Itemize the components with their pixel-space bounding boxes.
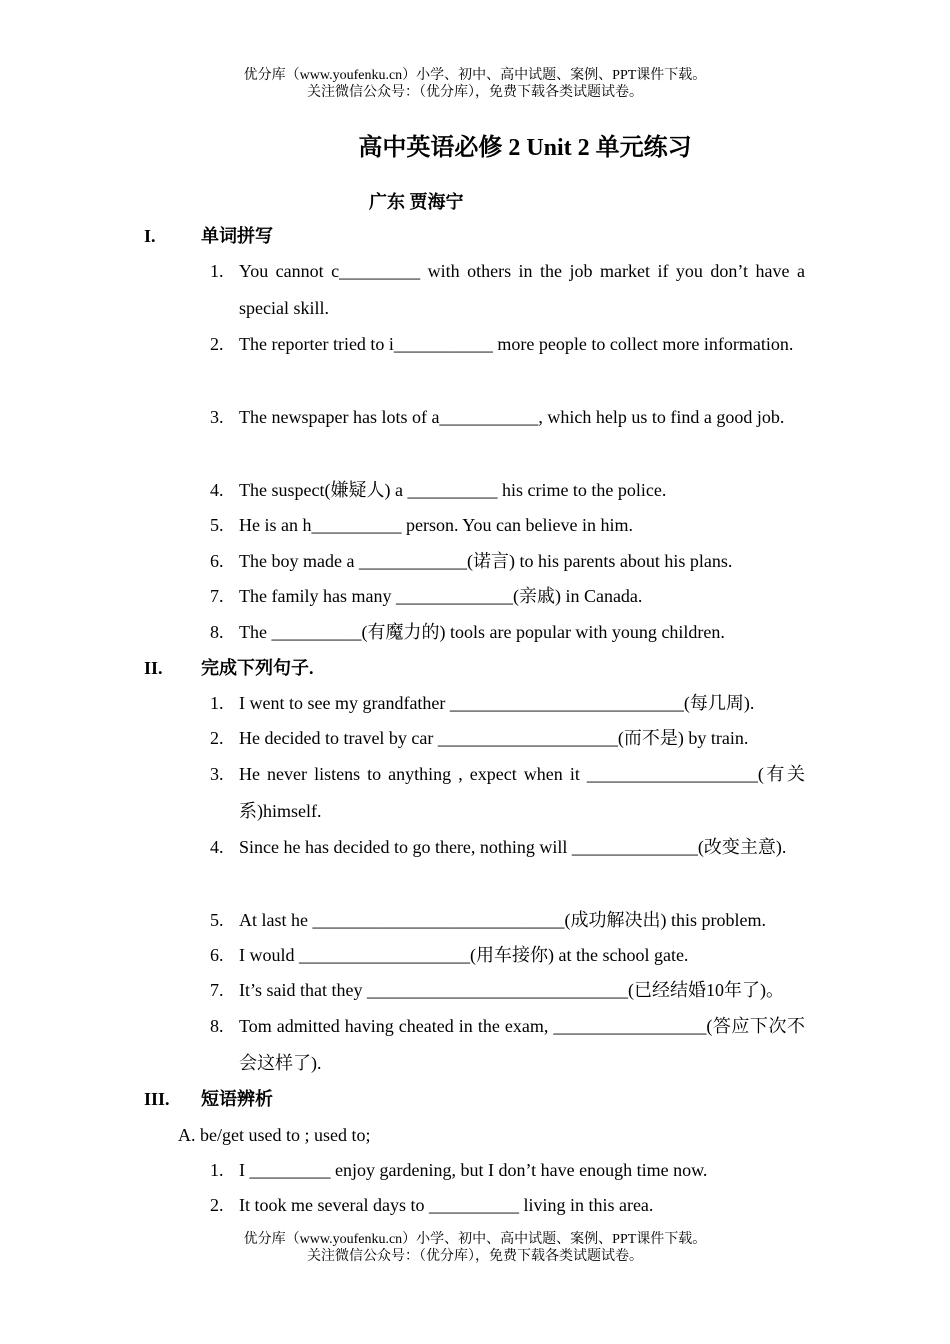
list-item: 1. I went to see my grandfather __________________________(每几周). <box>210 685 805 722</box>
page-footer <box>0 1231 950 1265</box>
list-item: 6. I would ___________________(用车接你) at the school gate. <box>210 937 805 974</box>
list-item: 2. He decided to travel by car ____________________(而不是) by train. <box>210 720 805 757</box>
section-title: 单词拼写 <box>201 226 273 246</box>
list-item: 7. The family has many _____________(亲戚) in Canada. <box>210 578 805 615</box>
list-item: 3. The newspaper has lots of a___________, which help us to find a good job. <box>210 399 805 436</box>
list-item: 8. The __________(有魔力的) tools are popular with young children. <box>210 614 805 651</box>
item-text: I would ___________________(用车接你) at the school gate. <box>239 945 689 965</box>
item-text: He decided to travel by car ____________________(而不是) by train. <box>239 728 749 748</box>
item-text: The newspaper has lots of a___________, which help us to find a good job. <box>239 407 785 427</box>
item-text: I went to see my grandfather __________________________(每几周). <box>239 693 755 713</box>
list-item: 1. I _________ enjoy gardening, but I don’t have enough time now. <box>210 1152 805 1189</box>
item-text: The __________(有魔力的) tools are popular with young children. <box>239 622 725 642</box>
item-text: He never listens to anything , expect when it ___________________(有关系)himself. <box>239 764 805 821</box>
list-item: 2. It took me several days to __________ living in this area. <box>210 1187 805 1224</box>
section-number: I. <box>144 226 156 246</box>
item-text: At last he ____________________________(成功解决出) this problem. <box>239 910 766 930</box>
list-item: 4. The suspect(嫌疑人) a __________ his crime to the police. <box>210 472 805 509</box>
section-number: III. <box>144 1089 170 1109</box>
item-text: It took me several days to __________ living in this area. <box>239 1195 654 1215</box>
item-text: The boy made a ____________(诺言) to his parents about his plans. <box>239 551 733 571</box>
footer-line-1: 优分库（www.youfenku.cn）小学、初中、高中试题、案例、PPT课件下载。 <box>243 1232 707 1247</box>
item-text: The suspect(嫌疑人) a __________ his crime to the police. <box>239 480 667 500</box>
header-line-1: 优分库（www.youfenku.cn）小学、初中、高中试题、案例、PPT课件下载。 <box>243 68 707 83</box>
list-item: 4. Since he has decided to go there, nothing will ______________(改变主意). <box>210 829 805 866</box>
author: 广东 贾海宁 <box>369 192 464 212</box>
list-item: 8. Tom admitted having cheated in the exam, _________________(答应下次不会这样了). <box>210 1008 805 1082</box>
list-item: 1. You cannot c_________ with others in the job market if you don’t have a special skill. <box>210 253 805 327</box>
list-item: 5. He is an h__________ person. You can believe in him. <box>210 507 805 544</box>
list-item: 6. The boy made a ____________(诺言) to his parents about his plans. <box>210 543 805 580</box>
footer-line-2: 关注微信公众号：（优分库），免费下载各类试题试卷。 <box>307 1249 643 1264</box>
subsection-a: A. be/get used to ; used to; <box>178 1125 371 1145</box>
item-text: He is an h__________ person. You can believe in him. <box>239 515 633 535</box>
page-title: 高中英语必修 2 Unit 2 单元练习 <box>358 135 692 161</box>
section-title: 完成下列句子. <box>201 658 314 678</box>
list-item: 3. He never listens to anything , expect when it ___________________(有关系)himself. <box>210 756 805 830</box>
item-text: The family has many _____________(亲戚) in Canada. <box>239 586 643 606</box>
list-item: 2. The reporter tried to i___________ more people to collect more information. <box>210 326 805 363</box>
list-item: 7. It’s said that they _____________________________(已经结婚10年了)。 <box>210 972 805 1009</box>
section-number: II. <box>144 658 163 678</box>
list-item: 5. At last he ____________________________(成功解决出) this problem. <box>210 902 805 939</box>
section-title: 短语辨析 <box>201 1089 273 1109</box>
page-header <box>0 67 950 101</box>
item-text: You cannot c_________ with others in the job market if you don’t have a special skill. <box>239 261 805 318</box>
item-text: I _________ enjoy gardening, but I don’t have enough time now. <box>239 1160 708 1180</box>
header-line-2: 关注微信公众号：（优分库），免费下载各类试题试卷。 <box>307 85 643 100</box>
item-text: The reporter tried to i___________ more people to collect more information. <box>239 334 794 354</box>
item-text: Tom admitted having cheated in the exam, _________________(答应下次不会这样了). <box>239 1016 805 1073</box>
item-text: Since he has decided to go there, nothing will ______________(改变主意). <box>239 837 787 857</box>
item-text: It’s said that they _____________________________(已经结婚10年了)。 <box>239 980 784 1000</box>
